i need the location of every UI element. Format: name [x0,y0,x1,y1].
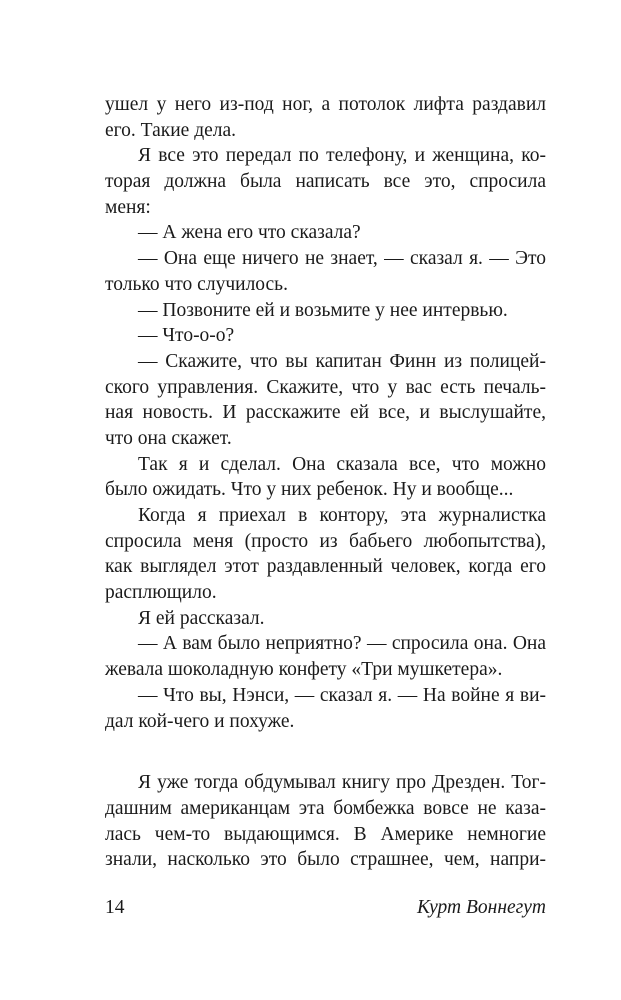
text-line: жевала шоколадную конфету «Три мушкетера». [105,659,503,681]
text-line: его. Такие дела. [105,119,237,141]
page-footer [105,897,546,923]
text-line: Когда я приехал в контору, эта журналистка [138,505,546,526]
running-head-author: Курт Воннегут [417,897,546,918]
text-line: — Что вы, Нэнси, — сказал я. — На войне я ви- [138,684,546,706]
text-line: — Позвоните ей и возьмите у нее интервью. [138,299,508,321]
text-line: — Она еще ничего не знает, — сказал я. — Это [138,248,546,270]
text-line: — А вам было неприятно? — спросила она. Она [138,633,546,655]
page-body-text [105,92,546,873]
text-line: только что случилось. [105,273,288,295]
text-line: дал кой-чего и похуже. [105,710,295,732]
text-line: — Скажите, что вы капитан Финн из полицей- [138,350,546,372]
text-line: было ожидать. Что у них ребенок. Ну и вообще... [105,479,514,501]
text-line: ная новость. И расскажите ей все, и выслушайте, [105,402,546,424]
text-line: дашним американцам эта бомбежка вовсе не каза- [105,797,546,819]
text-line: расплющило. [105,582,217,604]
text-line: Так я и сделал. Она сказала все, что можно [138,453,546,475]
text-line: ского управления. Скажите, что у вас есть печаль- [105,376,546,398]
text-line: спросила меня (просто из бабьего любопытства), [105,530,546,552]
text-line: Я все это передал по телефону, и женщина, ко- [138,145,546,167]
text-line: Я уже тогда обдумывал книгу про Дрезден. Тог- [138,772,546,794]
text-line: ушел у него из-под ног, а потолок лифта раздавил [105,94,546,115]
text-line: торая должна была написать все это, спросила [105,171,546,193]
text-line: что она скажет. [105,427,232,449]
section-break [105,734,546,770]
page-number: 14 [105,897,125,918]
text-line: лась чем-то выдающимся. В Америке немногие [105,823,546,845]
text-line: знали, насколько это было страшнее, чем, напри- [105,849,546,871]
text-line: — А жена его что сказала? [138,222,361,244]
text-line: Я ей рассказал. [138,607,265,629]
text-line: — Что-о-о? [138,325,235,347]
text-line: меня: [105,196,151,218]
text-line: как выглядел этот раздавленный человек, когда его [105,556,546,578]
